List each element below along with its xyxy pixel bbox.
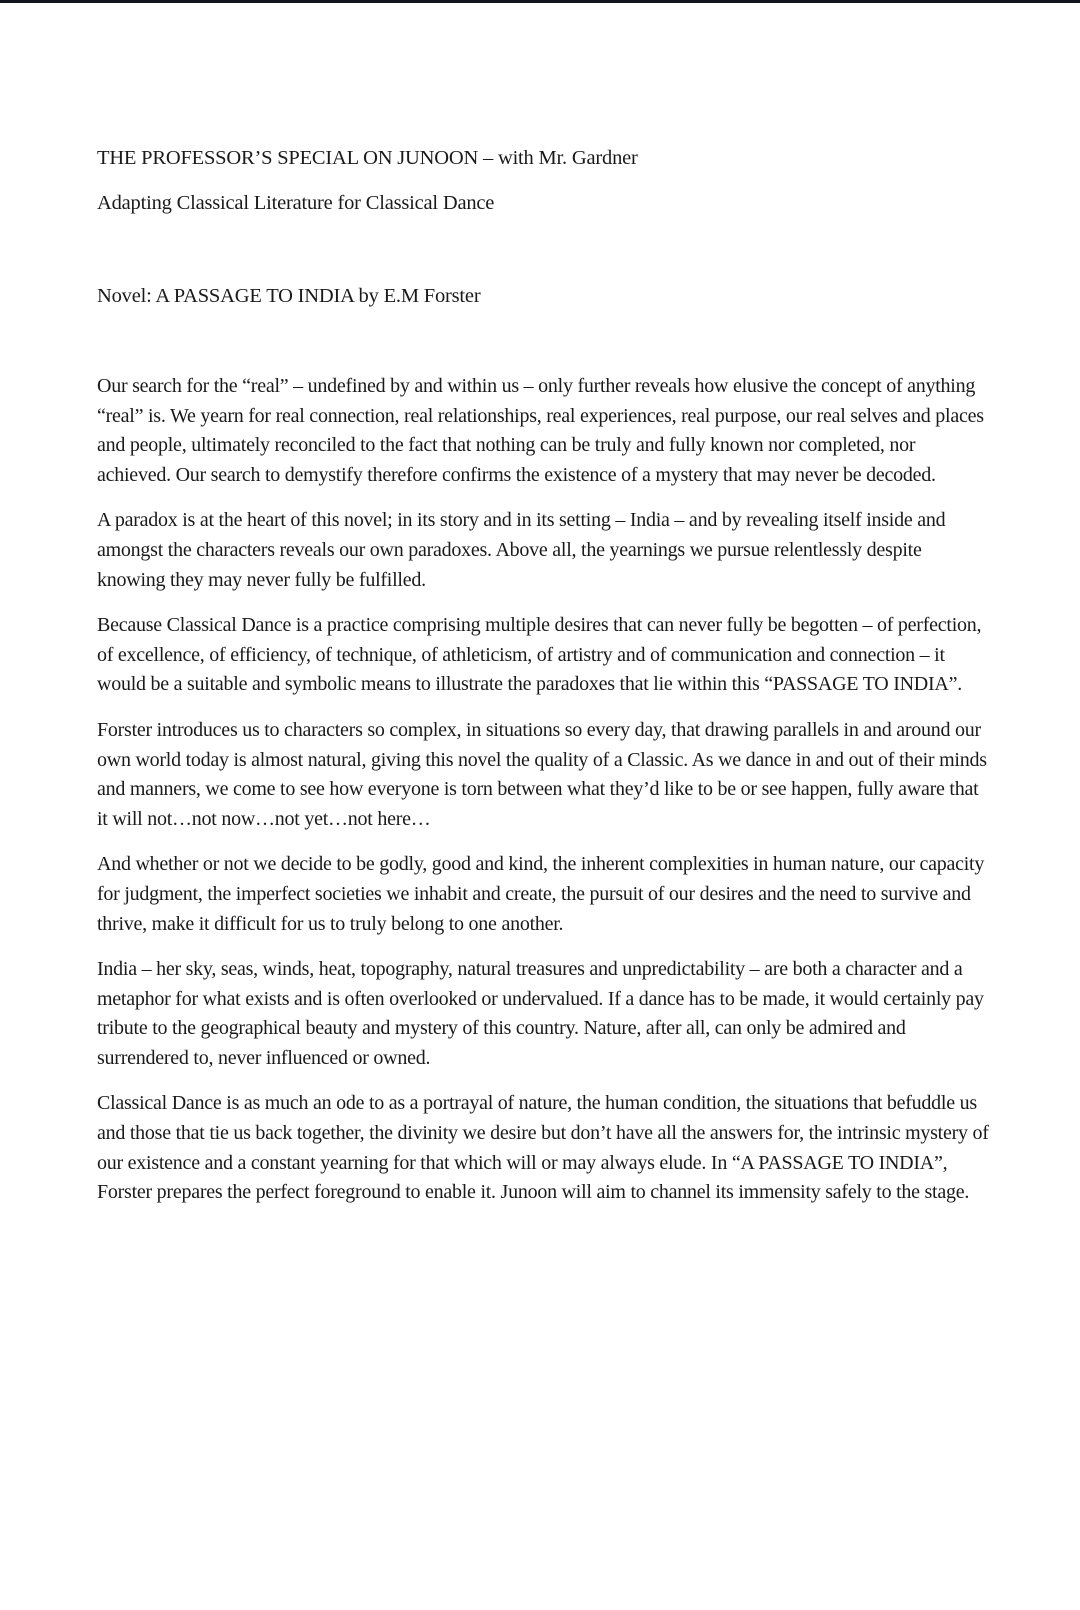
paragraph: A paradox is at the heart of this novel; in its story and in its setting – India – and by revealing itself inside and amongst the characters reveals our own paradoxes. Above all, the yearnings we pursue relentlessly despite knowing they may never fully be fulfilled. bbox=[97, 509, 946, 591]
paragraph: Classical Dance is as much an ode to as a portrayal of nature, the human condition, the situations that befuddle us and those that tie us back together, the divinity we desire but don’t have all the answers for, the intrinsic mystery of our existence and a constant yearning for that which will or may always elude. In “A PASSAGE TO INDIA”, Forster prepares the perfect foreground to enable it. Junoon will aim to channel its immensity safely to the stage. bbox=[97, 1092, 989, 1204]
paragraph: Forster introduces us to characters so complex, in situations so every day, that drawing parallels in and around our own world today is almost natural, giving this novel the quality of a Classic. As we dance in and out of their minds and manners, we come to see how everyone is torn between what they’d like to be or see happen, fully aware that it will not…not now…not yet…not here… bbox=[97, 718, 987, 830]
document-body bbox=[97, 372, 992, 1224]
novel-line: Novel: A PASSAGE TO INDIA by E.M Forster bbox=[97, 285, 481, 307]
document-subtitle: Adapting Classical Literature for Classical Dance bbox=[97, 192, 495, 214]
document-title: THE PROFESSOR’S SPECIAL ON JUNOON – with Mr. Gardner bbox=[97, 147, 638, 169]
paragraph: And whether or not we decide to be godly, good and kind, the inherent complexities in human nature, our capacity for judgment, the imperfect societies we inhabit and create, the pursuit of our desires and the need to survive and thrive, make it difficult for us to truly belong to one another. bbox=[97, 853, 985, 935]
paragraph: Because Classical Dance is a practice comprising multiple desires that can never fully be begotten – of perfection, of excellence, of efficiency, of technique, of athleticism, of artistry and of communication and connection – it would be a suitable and symbolic means to illustrate the paradoxes that lie within this “PASSAGE TO INDIA”. bbox=[97, 614, 982, 696]
paragraph: India – her sky, seas, winds, heat, topography, natural treasures and unpredictability – are both a character and a metaphor for what exists and is often overlooked or undervalued. If a dance has to be made, it would certainly pay tribute to the geographical beauty and mystery of this country. Nature, after all, can only be admired and surrendered to, never influenced or owned. bbox=[97, 958, 984, 1069]
paragraph: Our search for the “real” – undefined by and within us – only further reveals how elusive the concept of anything “real” is. We yearn for real connection, real relationships, real experiences, real purpose, our real selves and places and people, ultimately reconciled to the fact that nothing can be truly and fully known nor completed, nor achieved. Our search to demystify therefore confirms the existence of a mystery that may never be decoded. bbox=[97, 375, 984, 486]
top-edge-bar bbox=[0, 0, 1080, 3]
